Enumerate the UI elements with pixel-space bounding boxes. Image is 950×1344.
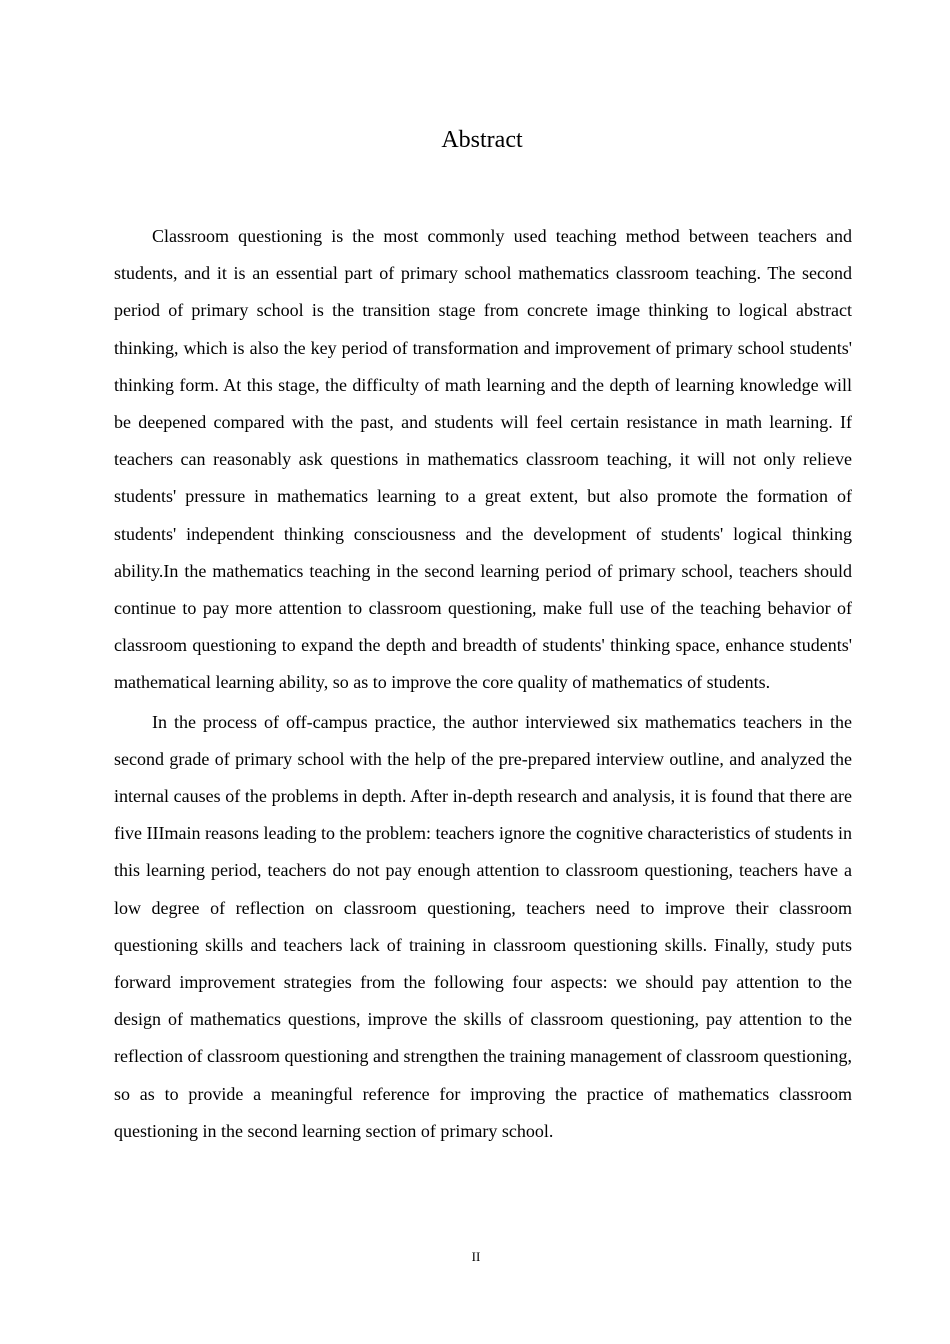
abstract-paragraph-2: In the process of off-campus practice, the author interviewed six mathematics teachers in the second grade of primary school with the help of the pre-prepared interview outline, and analyzed the internal causes of the problems in depth. After in-depth research and analysis, it is found that there are five IIImain reasons leading to the problem: teachers ignore the cognitive characteristics of students in this learning period, teachers do not pay enough attention to classroom questioning, teachers have a low degree of reflection on classroom questioning, teachers need to improve their classroom questioning skills and teachers lack of training in classroom questioning skills. Finally, study puts forward improvement strategies from the following four aspects: we should pay attention to the design of mathematics questions, improve the skills of classroom questioning, pay attention to the reflection of classroom questioning and strengthen the training management of classroom questioning, so as to provide a meaningful reference for improving the practice of mathematics classroom questioning in the second learning section of primary school. — [114, 711, 852, 1141]
abstract-paragraph-1: Classroom questioning is the most commonly used teaching method between teachers and students, and it is an essential part of primary school mathematics classroom teaching. The second period of primary school is the transition stage from concrete image thinking to logical abstract thinking, which is also the key period of transformation and improvement of primary school students' thinking form. At this stage, the difficulty of math learning and the depth of learning knowledge will be deepened compared with the past, and students will feel certain resistance in math learning. If teachers can reasonably ask questions in mathematics classroom teaching, it will not only relieve students' pressure in mathematics learning to a great extent, but also promote the formation of students' independent thinking consciousness and the development of students' logical thinking ability.In the mathematics teaching in the second learning period of primary school, teachers should continue to pay more attention to classroom questioning, make full use of the teaching behavior of classroom questioning to expand the depth and breadth of students' thinking space, enhance students' mathematical learning ability, so as to improve the core quality of mathematics of students. — [114, 226, 852, 693]
abstract-body — [114, 218, 852, 1150]
page-number: II — [471, 1249, 481, 1264]
page-title: Abstract — [441, 127, 523, 153]
